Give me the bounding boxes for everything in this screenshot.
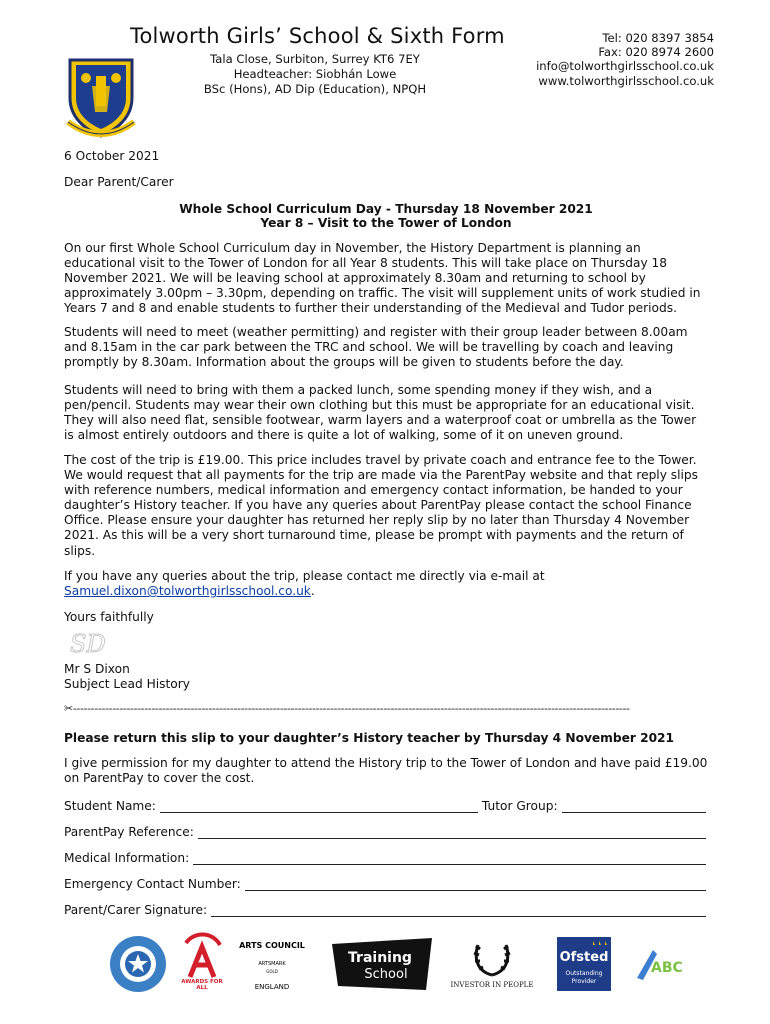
arts-council-top-text: ARTS COUNCIL: [239, 941, 305, 950]
parent-signature-row: [64, 899, 706, 917]
parent-signature-label: Parent/Carer Signature:: [64, 903, 208, 917]
investor-in-people-logo: [446, 934, 538, 994]
signer-name: Mr S Dixon: [64, 662, 130, 676]
emergency-contact-row: [64, 873, 706, 891]
signature-image: [66, 628, 114, 658]
headteacher: Headteacher: Siobhán Lowe: [233, 67, 397, 81]
salutation: Dear Parent/Carer: [64, 175, 174, 189]
letter-subheading: Year 8 – Visit to the Tower of London: [260, 216, 512, 230]
arts-council-bottom-text: ENGLAND: [254, 983, 290, 991]
training-text: Training: [348, 950, 412, 966]
slip-heading: Please return this slip to your daughter’s History teacher by Thursday 4 November 2021: [64, 731, 675, 745]
medical-information-field[interactable]: [193, 852, 706, 865]
medical-information-label: Medical Information:: [64, 851, 190, 865]
queries-text: If you have any queries about the trip, please contact me directly via e-mail at: [64, 569, 545, 583]
ofsted-outstanding-logo: [556, 934, 612, 994]
training-school-logo: [330, 934, 434, 994]
tutor-group-label: Tutor Group:: [481, 799, 558, 813]
closing: Yours faithfully: [64, 610, 154, 624]
awards-for-all-text: AWARDS FOR ALL: [181, 979, 223, 991]
school-crest-logo: [66, 56, 136, 140]
school-address: Tala Close, Surbiton, Surrey KT6 7EY: [210, 52, 420, 66]
abc-rocket-logo: [628, 934, 683, 994]
headteacher-qualifications: BSc (Hons), AD Dip (Education), NPQH: [203, 82, 427, 96]
student-name-field[interactable]: [160, 800, 478, 813]
cut-line: [64, 702, 706, 715]
ofsted-provider-text: Provider: [571, 978, 597, 985]
letter-date: 6 October 2021: [64, 149, 160, 163]
tutor-group-field[interactable]: [562, 800, 706, 813]
parent-signature-field[interactable]: [211, 904, 706, 917]
abc-text: ABC: [651, 960, 683, 976]
parentpay-reference-label: ParentPay Reference:: [64, 825, 194, 839]
teacher-email-link[interactable]: Samuel.dixon@tolworthgirlsschool.co.uk: [64, 584, 311, 599]
signature-initials: SD: [70, 630, 106, 658]
investor-in-people-text: INVESTOR IN PEOPLE: [450, 981, 534, 989]
arts-council-artsmark-logo: [236, 934, 308, 994]
paragraph-queries: [64, 569, 708, 599]
cut-dashes: ------------------------------------------------------------------------------------------------------------------------------------------------------------: [72, 702, 630, 715]
student-name-label: Student Name:: [64, 799, 156, 813]
telephone: Tel: 020 8397 3854: [602, 31, 714, 45]
school-name: Tolworth Girls’ School & Sixth Form: [130, 24, 505, 48]
signer-title: Subject Lead History: [64, 677, 190, 691]
slip-permission: I give permission for my daughter to attend the History trip to the Tower of London and have paid £19.00 on ParentPay to cover the cost.: [64, 756, 708, 786]
paragraph-cost: The cost of the trip is £19.00. This price includes travel by private coach and entrance fee to the Tower. We would request that all payments for the trip are made via the ParentPay website and that reply slips with reference numbers, medical information and emergency contact information, be handed to your daughter’s History teacher. If you have any queries about ParentPay please contact the school Finance Office. Please ensure your daughter has returned her reply slip by no later than Thursday 4 November 2021. As this will be a very short turnaround time, please be prompt with payments and the return of slips.: [64, 453, 698, 558]
artsmark-gold-text: GOLD: [266, 969, 278, 974]
emergency-contact-label: Emergency Contact Number:: [64, 877, 241, 891]
ofsted-outstanding-text: Outstanding: [565, 970, 603, 977]
student-name-row: [64, 795, 706, 813]
letter-heading: Whole School Curriculum Day - Thursday 18 November 2021: [179, 202, 593, 216]
medical-information-row: [64, 847, 706, 865]
fax: Fax: 020 8974 2600: [598, 45, 714, 59]
parentpay-reference-field[interactable]: [198, 826, 706, 839]
paragraph-trip-overview: On our first Whole School Curriculum day in November, the History Department is planning an educational visit to the Tower of London for all Year 8 students. This will take place on Thursday 18 November 2021. We will be leaving school at approximately 8.30am and returning to school by approximately 3.00pm – 3.30pm, depending on traffic. The visit will supplement units of work studied in Years 7 and 8 and enable students to further their understanding of the Medieval and Tudor periods.: [64, 241, 701, 316]
awards-for-all-logo: [176, 934, 228, 994]
queries-end: .: [310, 584, 315, 599]
international-school-award-logo: [106, 934, 170, 994]
website[interactable]: www.tolworthgirlsschool.co.uk: [538, 74, 714, 88]
contact-email[interactable]: info@tolworthgirlsschool.co.uk: [536, 59, 714, 73]
scissors-icon: ✂: [64, 702, 73, 715]
paragraph-meeting: Students will need to meet (weather permitting) and register with their group leader between 8.00am and 8.15am in the car park between the TRC and school. We will be travelling by coach and leaving promptly by 8.30am. Information about the groups will be given to students before the day.: [64, 325, 688, 370]
artsmark-text: ARTSMARK: [258, 961, 286, 967]
school-text: School: [364, 967, 408, 982]
paragraph-requirements: Students will need to bring with them a packed lunch, some spending money if they wish, and a pen/pencil. Students may wear their own clothing but this must be appropriate for an educational visit. They will also need flat, sensible footwear, warm layers and a waterproof coat or umbrella as the Tower is almost entirely outdoors and there is quite a lot of walking, some of it on uneven ground.: [64, 383, 697, 443]
parentpay-reference-row: [64, 821, 706, 839]
emergency-contact-field[interactable]: [245, 878, 706, 891]
ofsted-text: Ofsted: [559, 950, 609, 965]
